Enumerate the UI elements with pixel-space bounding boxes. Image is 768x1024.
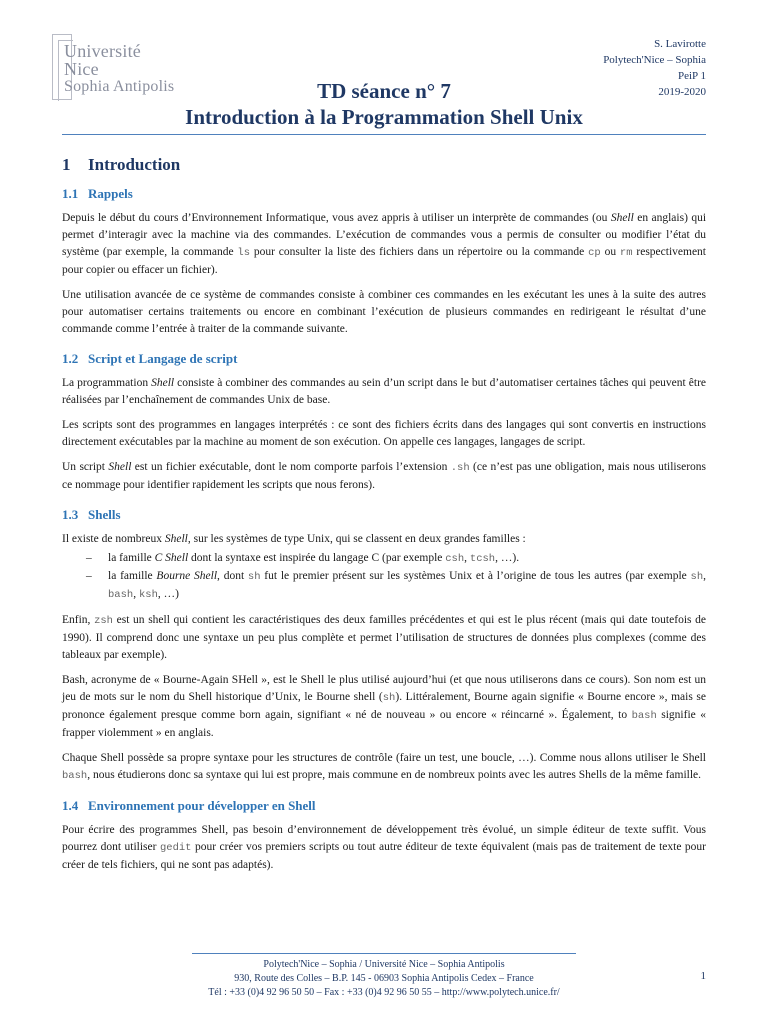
document-body bbox=[62, 152, 706, 882]
paragraph: Chaque Shell possède sa propre syntaxe pour les structures de contrôle (faire un test, une boucle, …). Comme nous allons utiliser le Shell bash, nous étudierons donc sa syntaxe qui lui est propre, mais commune en de nombreux points avec les autres Shells de la même famille. bbox=[62, 752, 706, 782]
author-name: S. Lavirotte bbox=[654, 38, 706, 50]
section-heading-introduction: 1 Introduction bbox=[62, 155, 181, 174]
logo-text-line1: Université bbox=[64, 41, 141, 61]
paragraph: Un script Shell est un fichier exécutable, dont le nom comporte parfois l’extension .sh (ce n’est pas une obligation, mais nous utiliserons ce nommage pour identifier rapidement les scripts que nous ferons). bbox=[62, 461, 706, 491]
author-year: 2019-2020 bbox=[658, 86, 706, 98]
paragraph: Depuis le début du cours d’Environnement Informatique, vous avez appris à utiliser un interprète de commandes (ou Shell en anglais) qui permet d’interagir avec la machine via des commandes. L’exécution de commandes vous a permis de consulter ou modifier l’état du système (par exemple, la commande ls pour consulter la liste des fichiers dans un répertoire ou la commande cp ou rm respectivement pour copier ou effacer un fichier). bbox=[62, 212, 707, 276]
paragraph: Pour écrire des programmes Shell, pas besoin d’environnement de développement très évolué, un simple éditeur de texte suffit. Vous pourrez dont utiliser gedit pour créer vos premiers scripts ou tout autre éditeur de texte équivalent (mais pas de traitement de texte pour créer de tels fichiers, qui ne sont pas adaptés). bbox=[62, 824, 706, 871]
footer-contact: Tél : +33 (0)4 92 96 50 50 – Fax : +33 (0)4 92 96 50 55 – http://www.polytech.unice.fr/ bbox=[208, 987, 560, 998]
title-session: TD séance n° 7 bbox=[317, 79, 451, 103]
footer-address: 930, Route des Colles – B.P. 145 - 06903 Sophia Antipolis Cedex – France bbox=[234, 973, 534, 984]
paragraph: Une utilisation avancée de ce système de commandes consiste à combiner ces commandes en les exécutant les unes à la suite des autres pour automatiser certains traitements ou encore en combinant l’exécution de plusieurs commandes en redirigeant le résultat d’une commande comme l’entrée à traiter de la commande suivante. bbox=[62, 289, 706, 335]
title-subject: Introduction à la Programmation Shell Unix bbox=[185, 105, 583, 129]
paragraph: Il existe de nombreux Shell, sur les systèmes de type Unix, qui se classent en deux grandes familles : bbox=[62, 533, 526, 545]
paragraph: Les scripts sont des programmes en langages interprétés : ce sont des fichiers écrits dans des langages qui sont convertis en instructions directement exécutables par la machine au moment de son exécution. On appelle ces langages, langages de script. bbox=[62, 419, 706, 448]
paragraph: Enfin, zsh est un shell qui contient les caractéristiques des deux familles précédentes et qui est le plus récent (mais qui date toutefois de 1990). Il comprend donc une syntaxe un peu plus complète et permet l’utilisation de structures de données plus complexes (comme des tableaux par exemple). bbox=[62, 614, 706, 661]
list-item: – la famille Bourne Shell, dont sh fut le premier présent sur les systèmes Unix et à l’origine de tous les autres (par exemple sh, bash, ksh, …) bbox=[62, 568, 706, 604]
page-footer bbox=[0, 958, 768, 1000]
header-divider bbox=[62, 134, 706, 135]
author-class: PeiP 1 bbox=[677, 70, 706, 82]
footer-divider bbox=[192, 953, 576, 954]
page-number: 1 bbox=[700, 970, 706, 982]
subsection-heading-rappels: 1.1 Rappels bbox=[62, 186, 133, 201]
subsection-heading-shells: 1.3 Shells bbox=[62, 507, 121, 522]
document-title bbox=[0, 78, 768, 130]
list-item: – la famille C Shell dont la syntaxe est inspirée du langage C (par exemple csh, tcsh, …). bbox=[62, 550, 706, 568]
paragraph: Bash, acronyme de « Bourne-Again SHell », est le Shell le plus utilisé aujourd’hui (et que nous utiliserons dans ce cours). Son nom est un jeu de mots sur le nom du Shell historique d’Unix, le Bourne shell (sh). Littéralement, Bourne again signifie « Bourne encore », mais se prononce également presque comme born again, signifiant « né de nouveau » ou encore « réincarné ». Également, to bash signifie « frapper violemment » en anglais. bbox=[62, 674, 706, 739]
subsection-heading-environment: 1.4 Environnement pour développer en Shell bbox=[62, 798, 316, 813]
logo-text-line2: Nice bbox=[64, 59, 99, 79]
author-institution: Polytech'Nice – Sophia bbox=[603, 54, 706, 66]
footer-institution: Polytech'Nice – Sophia / Université Nice – Sophia Antipolis bbox=[263, 959, 505, 970]
logo-text-line3: Sophia Antipolis bbox=[64, 78, 175, 95]
shell-families-list bbox=[62, 550, 706, 604]
paragraph: La programmation Shell consiste à combiner des commandes au sein d’un script dans le but d’automatiser certaines tâches qui peuvent être réalisées par l’enchaînement de commandes Unix de base. bbox=[62, 377, 707, 406]
subsection-heading-script: 1.2 Script et Langage de script bbox=[62, 351, 238, 366]
